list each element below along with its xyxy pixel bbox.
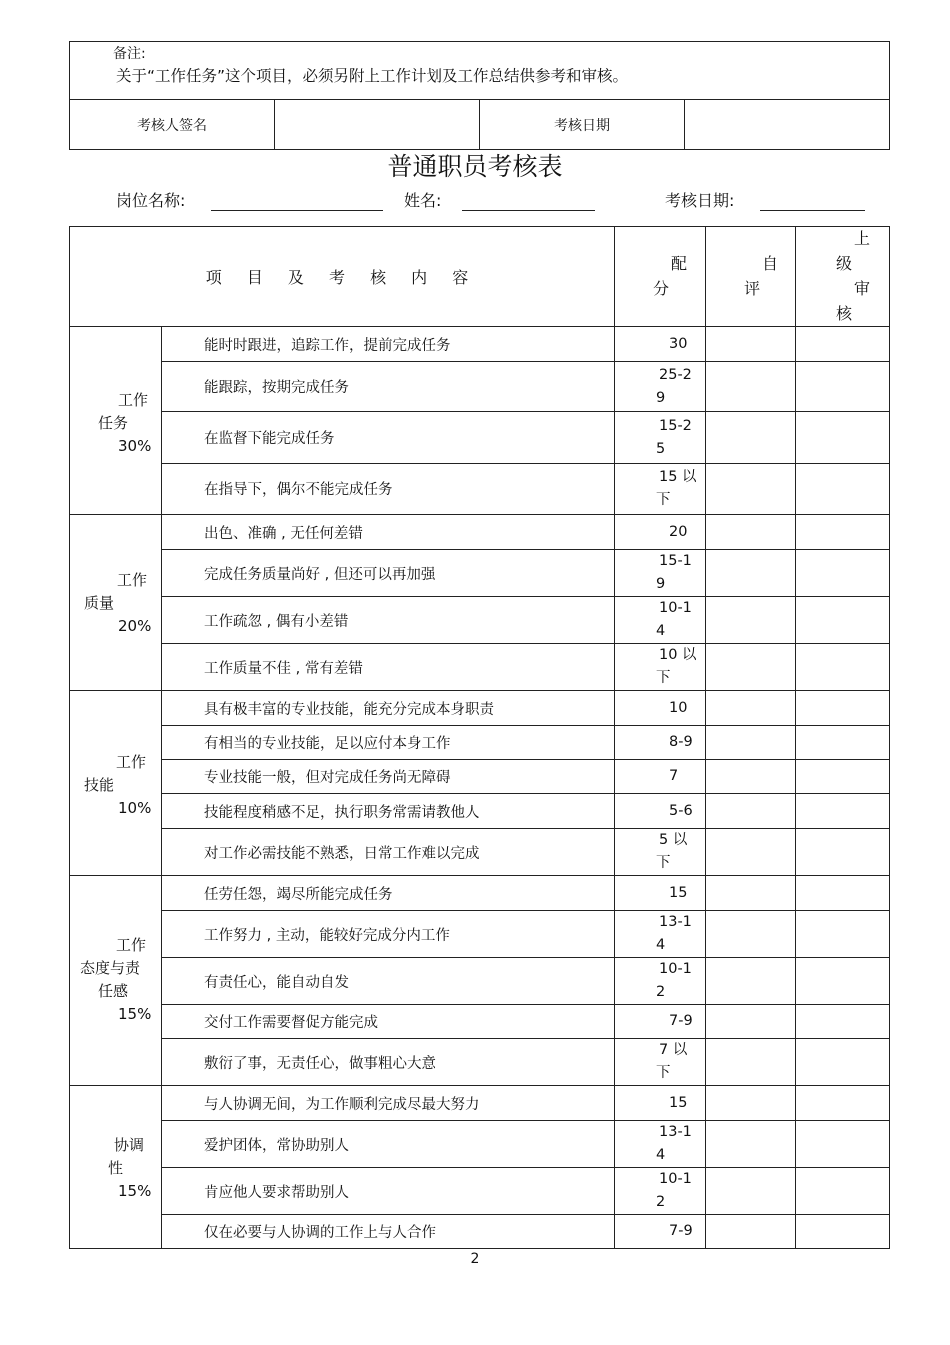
score-text: 25-2 — [659, 366, 692, 383]
score-range — [615, 1121, 706, 1168]
table-row — [70, 1121, 890, 1168]
superior-rating-cell[interactable] — [796, 597, 890, 644]
score-range — [615, 1168, 706, 1215]
header-score-char-2: 分 — [653, 279, 670, 298]
table-row — [70, 1215, 890, 1249]
score-range — [615, 1215, 706, 1249]
category-cell — [70, 1086, 162, 1249]
table-row — [70, 597, 890, 644]
score-range — [615, 691, 706, 726]
criteria-description: 工作疏忽 , 偶有小差错 — [162, 597, 615, 644]
score-text: 5 以 — [659, 832, 688, 848]
table-row — [70, 1005, 890, 1039]
assessment-table — [69, 226, 890, 1249]
header-superior — [796, 227, 890, 327]
criteria-description: 工作努力 , 主动，能较好完成分内工作 — [162, 911, 615, 958]
self-rating-cell[interactable] — [706, 911, 796, 958]
position-underline — [211, 210, 383, 211]
score-text: 7-9 — [669, 1223, 693, 1239]
self-rating-cell[interactable] — [706, 794, 796, 829]
self-rating-cell[interactable] — [706, 726, 796, 760]
table-row — [70, 644, 890, 691]
header-score — [615, 227, 706, 327]
score-text: 15 以 — [659, 468, 697, 485]
category-label-line: 20% — [118, 616, 152, 635]
self-rating-cell[interactable] — [706, 1039, 796, 1086]
score-text: 10-1 — [659, 1171, 692, 1187]
review-date-label: 考核日期 — [480, 100, 685, 150]
score-text: 下 — [656, 1065, 671, 1081]
self-rating-cell[interactable] — [706, 1121, 796, 1168]
score-text: 15 — [669, 884, 688, 901]
date-underline — [760, 210, 865, 211]
score-range — [615, 362, 706, 412]
criteria-description: 有相当的专业技能，足以应付本身工作 — [162, 726, 615, 760]
score-text: 下 — [656, 670, 671, 686]
criteria-description: 交付工作需要督促方能完成 — [162, 1005, 615, 1039]
score-text: 10-1 — [659, 600, 692, 616]
self-rating-cell[interactable] — [706, 412, 796, 463]
score-text: 5 — [656, 440, 666, 457]
self-rating-cell[interactable] — [706, 644, 796, 691]
category-label-line: 15% — [118, 1004, 152, 1023]
page-number: 2 — [470, 1251, 480, 1267]
reviewer-signature-field — [275, 100, 480, 150]
table-row — [70, 550, 890, 597]
category-cell — [70, 691, 162, 876]
self-rating-cell[interactable] — [706, 691, 796, 726]
category-label-line: 15% — [118, 1182, 152, 1200]
category-cell — [70, 876, 162, 1086]
category-label-line: 态度与责 — [80, 958, 141, 977]
criteria-description: 出色、准确 , 无任何差错 — [162, 515, 615, 550]
header-self-char-2: 评 — [744, 279, 761, 298]
header-self — [706, 227, 796, 327]
score-range — [615, 412, 706, 463]
self-rating-cell[interactable] — [706, 876, 796, 911]
score-text: 10-1 — [659, 961, 692, 977]
superior-rating-cell[interactable] — [796, 1039, 890, 1086]
note-text: 关于“工作任务”这个项目，必须另附上工作计划及工作总结供参考和审核。 — [116, 67, 629, 85]
category-label-line: 10% — [118, 798, 152, 817]
superior-rating-cell[interactable] — [796, 550, 890, 597]
superior-rating-cell[interactable] — [796, 958, 890, 1005]
superior-rating-cell[interactable] — [796, 1121, 890, 1168]
criteria-description: 有责任心，能自动自发 — [162, 958, 615, 1005]
score-range — [615, 1039, 706, 1086]
header-item: 项 目 及 考 核 内 容 — [70, 227, 615, 327]
table-row — [70, 515, 890, 550]
self-rating-cell[interactable] — [706, 1168, 796, 1215]
criteria-description: 肯应他人要求帮助别人 — [162, 1168, 615, 1215]
table-row — [70, 463, 890, 514]
category-label-line: 任务 — [98, 414, 129, 432]
criteria-description: 在指导下，偶尔不能完成任务 — [162, 463, 615, 514]
review-date-field — [685, 100, 890, 150]
score-text: 30 — [669, 335, 688, 352]
self-rating-cell[interactable] — [706, 760, 796, 794]
criteria-description: 能时时跟进，追踪工作，提前完成任务 — [162, 327, 615, 362]
score-range — [615, 794, 706, 829]
score-text: 下 — [656, 491, 671, 508]
superior-rating-cell[interactable] — [796, 794, 890, 829]
criteria-description: 具有极丰富的专业技能，能充分完成本身职责 — [162, 691, 615, 726]
self-rating-cell[interactable] — [706, 1215, 796, 1249]
self-rating-cell[interactable] — [706, 1005, 796, 1039]
score-range — [615, 597, 706, 644]
table-row — [70, 794, 890, 829]
criteria-description: 技能程度稍感不足，执行职务常需请教他人 — [162, 794, 615, 829]
superior-rating-cell[interactable] — [796, 760, 890, 794]
superior-rating-cell[interactable] — [796, 1005, 890, 1039]
score-range — [615, 911, 706, 958]
category-cell — [70, 327, 162, 515]
score-range — [615, 1005, 706, 1039]
category-label-line: 工作 — [118, 391, 149, 409]
score-text: 9 — [656, 576, 666, 592]
superior-rating-cell[interactable] — [796, 463, 890, 514]
score-range — [615, 726, 706, 760]
table-row — [70, 876, 890, 911]
superior-rating-cell[interactable] — [796, 515, 890, 550]
score-text: 7 以 — [659, 1042, 688, 1058]
superior-rating-cell[interactable] — [796, 691, 890, 726]
score-text: 15-2 — [659, 417, 692, 434]
header-superior-char-2: 级 — [836, 254, 853, 273]
criteria-description: 工作质量不佳 , 常有差错 — [162, 644, 615, 691]
category-label-line: 工作 — [117, 570, 148, 589]
score-text: 7-9 — [669, 1013, 693, 1029]
criteria-description: 敷衍了事，无责任心，做事粗心大意 — [162, 1039, 615, 1086]
self-rating-cell[interactable] — [706, 829, 796, 876]
criteria-description: 对工作必需技能不熟悉，日常工作难以完成 — [162, 829, 615, 876]
category-label-line: 任感 — [98, 981, 129, 1000]
criteria-description: 任劳任怨，竭尽所能完成任务 — [162, 876, 615, 911]
table-row — [70, 958, 890, 1005]
score-range — [615, 829, 706, 876]
superior-rating-cell[interactable] — [796, 911, 890, 958]
self-rating-cell[interactable] — [706, 958, 796, 1005]
notes-cell — [70, 42, 890, 100]
category-label-line: 技能 — [84, 775, 115, 794]
self-rating-cell[interactable] — [706, 1086, 796, 1121]
header-superior-char-1: 上 — [854, 229, 871, 248]
score-text: 4 — [656, 937, 666, 953]
score-text: 5-6 — [669, 802, 693, 819]
self-rating-cell[interactable] — [706, 327, 796, 362]
name-underline — [462, 210, 595, 211]
header-superior-char-4: 核 — [836, 304, 853, 323]
self-rating-cell[interactable] — [706, 597, 796, 644]
superior-rating-cell[interactable] — [796, 362, 890, 412]
category-label-line: 质量 — [84, 593, 115, 612]
score-range — [615, 550, 706, 597]
superior-rating-cell[interactable] — [796, 644, 890, 691]
position-label: 岗位名称: — [116, 191, 186, 210]
table-row — [70, 1168, 890, 1215]
superior-rating-cell[interactable] — [796, 726, 890, 760]
category-label-line: 工作 — [116, 752, 147, 771]
category-label-line: 30% — [118, 437, 152, 455]
score-text: 15 — [669, 1094, 688, 1111]
category-label-line: 工作 — [116, 935, 147, 954]
name-label: 姓名: — [404, 191, 442, 210]
score-range — [615, 760, 706, 794]
score-text: 4 — [656, 1147, 666, 1163]
date-label: 考核日期: — [665, 191, 735, 210]
score-text: 4 — [656, 623, 666, 639]
superior-rating-cell[interactable] — [796, 1215, 890, 1249]
table-row — [70, 829, 890, 876]
table-row — [70, 911, 890, 958]
category-label-line: 性 — [108, 1159, 124, 1177]
superior-rating-cell[interactable] — [796, 327, 890, 362]
notes-signature-table — [69, 41, 890, 150]
score-text: 13-1 — [659, 914, 692, 930]
superior-rating-cell[interactable] — [796, 876, 890, 911]
note-label: 备注: — [113, 46, 146, 62]
score-text: 7 — [669, 768, 679, 784]
score-range — [615, 958, 706, 1005]
score-range — [615, 463, 706, 514]
score-text: 15-1 — [659, 553, 692, 569]
superior-rating-cell[interactable] — [796, 1168, 890, 1215]
score-text: 10 — [669, 699, 688, 716]
score-range — [615, 876, 706, 911]
header-superior-char-3: 审 — [854, 279, 871, 298]
reviewer-signature-label: 考核人签名 — [70, 100, 275, 150]
table-row — [70, 1039, 890, 1086]
criteria-description: 专业技能一般，但对完成任务尚无障碍 — [162, 760, 615, 794]
table-row — [70, 691, 890, 726]
criteria-description: 与人协调无间，为工作顺利完成尽最大努力 — [162, 1086, 615, 1121]
criteria-description: 仅在必要与人协调的工作上与人合作 — [162, 1215, 615, 1249]
score-range — [615, 515, 706, 550]
table-header-row — [70, 227, 890, 327]
score-text: 10 以 — [659, 647, 697, 663]
score-range — [615, 644, 706, 691]
category-label-line: 协调 — [114, 1136, 145, 1154]
score-text: 2 — [656, 984, 666, 1000]
table-row — [70, 327, 890, 362]
self-rating-cell[interactable] — [706, 515, 796, 550]
criteria-description: 在监督下能完成任务 — [162, 412, 615, 463]
self-rating-cell[interactable] — [706, 362, 796, 412]
superior-rating-cell[interactable] — [796, 412, 890, 463]
score-text: 20 — [669, 523, 688, 540]
table-row — [70, 412, 890, 463]
self-rating-cell[interactable] — [706, 463, 796, 514]
table-row — [70, 760, 890, 794]
header-score-char-1: 配 — [671, 254, 688, 273]
table-row — [70, 1086, 890, 1121]
score-range — [615, 1086, 706, 1121]
score-text: 13-1 — [659, 1124, 692, 1140]
page-title: 普通职员考核表 — [387, 152, 563, 181]
score-text: 2 — [656, 1194, 666, 1210]
table-row — [70, 726, 890, 760]
superior-rating-cell[interactable] — [796, 829, 890, 876]
score-text: 下 — [656, 855, 671, 871]
category-cell — [70, 515, 162, 691]
superior-rating-cell[interactable] — [796, 1086, 890, 1121]
criteria-description: 爱护团体，常协助别人 — [162, 1121, 615, 1168]
self-rating-cell[interactable] — [706, 550, 796, 597]
header-self-char-1: 自 — [762, 254, 779, 273]
criteria-description: 完成任务质量尚好 , 但还可以再加强 — [162, 550, 615, 597]
table-row — [70, 362, 890, 412]
score-text: 9 — [656, 389, 666, 406]
criteria-description: 能跟踪，按期完成任务 — [162, 362, 615, 412]
score-text: 8-9 — [669, 734, 693, 750]
score-range — [615, 327, 706, 362]
